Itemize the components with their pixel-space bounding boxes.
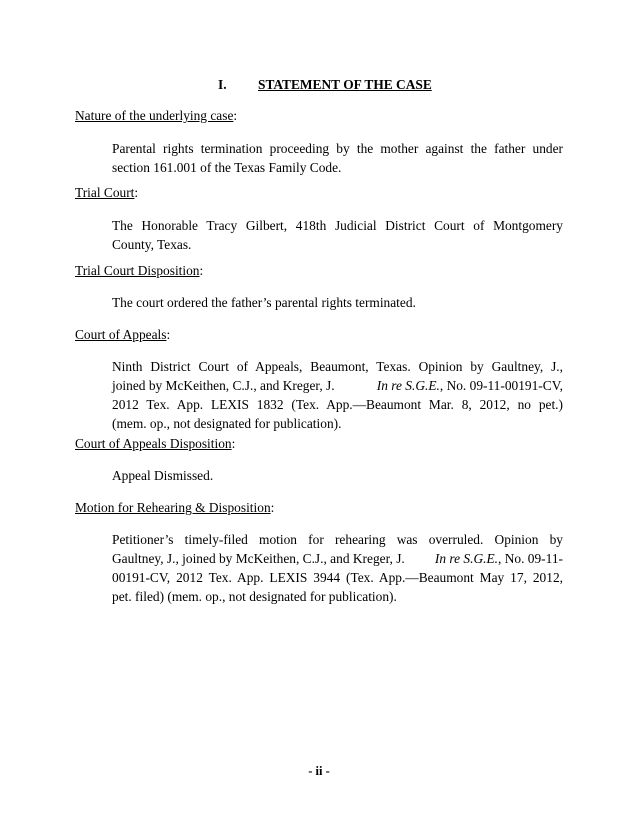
- line-segment: [435, 549, 563, 568]
- heading-text: Trial Court Disposition: [75, 263, 200, 278]
- page-number: - ii -: [308, 764, 330, 778]
- heading-trial-court-disposition: [75, 261, 203, 280]
- case-citation: , No. 09-11-00191-CV,: [439, 378, 563, 393]
- paragraph-line: (mem. op., not designated for publication).: [112, 416, 342, 431]
- paragraph-court-of-appeals-disposition: [112, 466, 563, 485]
- case-name: In re S.G.E.: [434, 551, 499, 566]
- heading-text: Trial Court: [75, 185, 135, 200]
- paragraph-trial-court: [112, 216, 563, 254]
- paragraph-line: pet. filed) (mem. op., not designated for publication).: [112, 589, 397, 604]
- paragraph-line: The Honorable Tracy Gilbert, 418th Judicial District Court of Montgomery: [112, 218, 563, 233]
- heading-colon: :: [199, 263, 204, 278]
- line-segment: [377, 376, 563, 395]
- heading-text: Court of Appeals Disposition: [75, 436, 232, 451]
- heading-motion-for-rehearing: [75, 498, 274, 517]
- paragraph-motion-for-rehearing: [112, 530, 563, 606]
- heading-colon: :: [134, 185, 139, 200]
- case-citation: , No. 09-11-: [498, 551, 563, 566]
- case-name: In re S.G.E.: [376, 378, 440, 393]
- heading-colon: :: [166, 327, 171, 342]
- paragraph-nature-of-case: [112, 139, 563, 177]
- heading-nature-of-case: [75, 106, 237, 125]
- line-segment: joined by McKeithen, C.J., and Kreger, J.: [112, 378, 335, 393]
- heading-colon: :: [270, 500, 275, 515]
- paragraph-line: Appeal Dismissed.: [112, 468, 214, 483]
- heading-text: Motion for Rehearing & Disposition: [75, 500, 271, 515]
- section-title-text: STATEMENT OF THE CASE: [258, 77, 432, 92]
- heading-court-of-appeals-disposition: [75, 434, 235, 453]
- section-number: I.: [218, 77, 227, 92]
- paragraph-line: 00191-CV, 2012 Tex. App. LEXIS 3944 (Tex. App.—Beaumont May 17, 2012,: [112, 570, 563, 585]
- heading-trial-court: [75, 183, 138, 202]
- heading-court-of-appeals: [75, 325, 170, 344]
- paragraph-line: [112, 549, 563, 568]
- paragraph-line: [112, 376, 563, 395]
- paragraph-line: section 161.001 of the Texas Family Code.: [112, 160, 342, 175]
- line-segment: Gaultney, J., joined by McKeithen, C.J., and Kreger, J.: [112, 551, 405, 566]
- section-title: [0, 75, 638, 95]
- paragraph-line: The court ordered the father’s parental rights terminated.: [112, 295, 416, 310]
- heading-colon: :: [231, 436, 236, 451]
- paragraph-line: 2012 Tex. App. LEXIS 1832 (Tex. App.—Beaumont Mar. 8, 2012, no pet.): [112, 397, 563, 412]
- paragraph-court-of-appeals: [112, 357, 563, 433]
- paragraph-line: Parental rights termination proceeding by the mother against the father under: [112, 141, 563, 156]
- paragraph-line: County, Texas.: [112, 237, 192, 252]
- heading-colon: :: [233, 108, 238, 123]
- paragraph-line: Ninth District Court of Appeals, Beaumont, Texas. Opinion by Gaultney, J.,: [112, 359, 563, 374]
- heading-text: Court of Appeals: [75, 327, 167, 342]
- paragraph-line: Petitioner’s timely-filed motion for rehearing was overruled. Opinion by: [112, 532, 563, 547]
- paragraph-trial-court-disposition: [112, 293, 563, 312]
- heading-text: Nature of the underlying case: [75, 108, 234, 123]
